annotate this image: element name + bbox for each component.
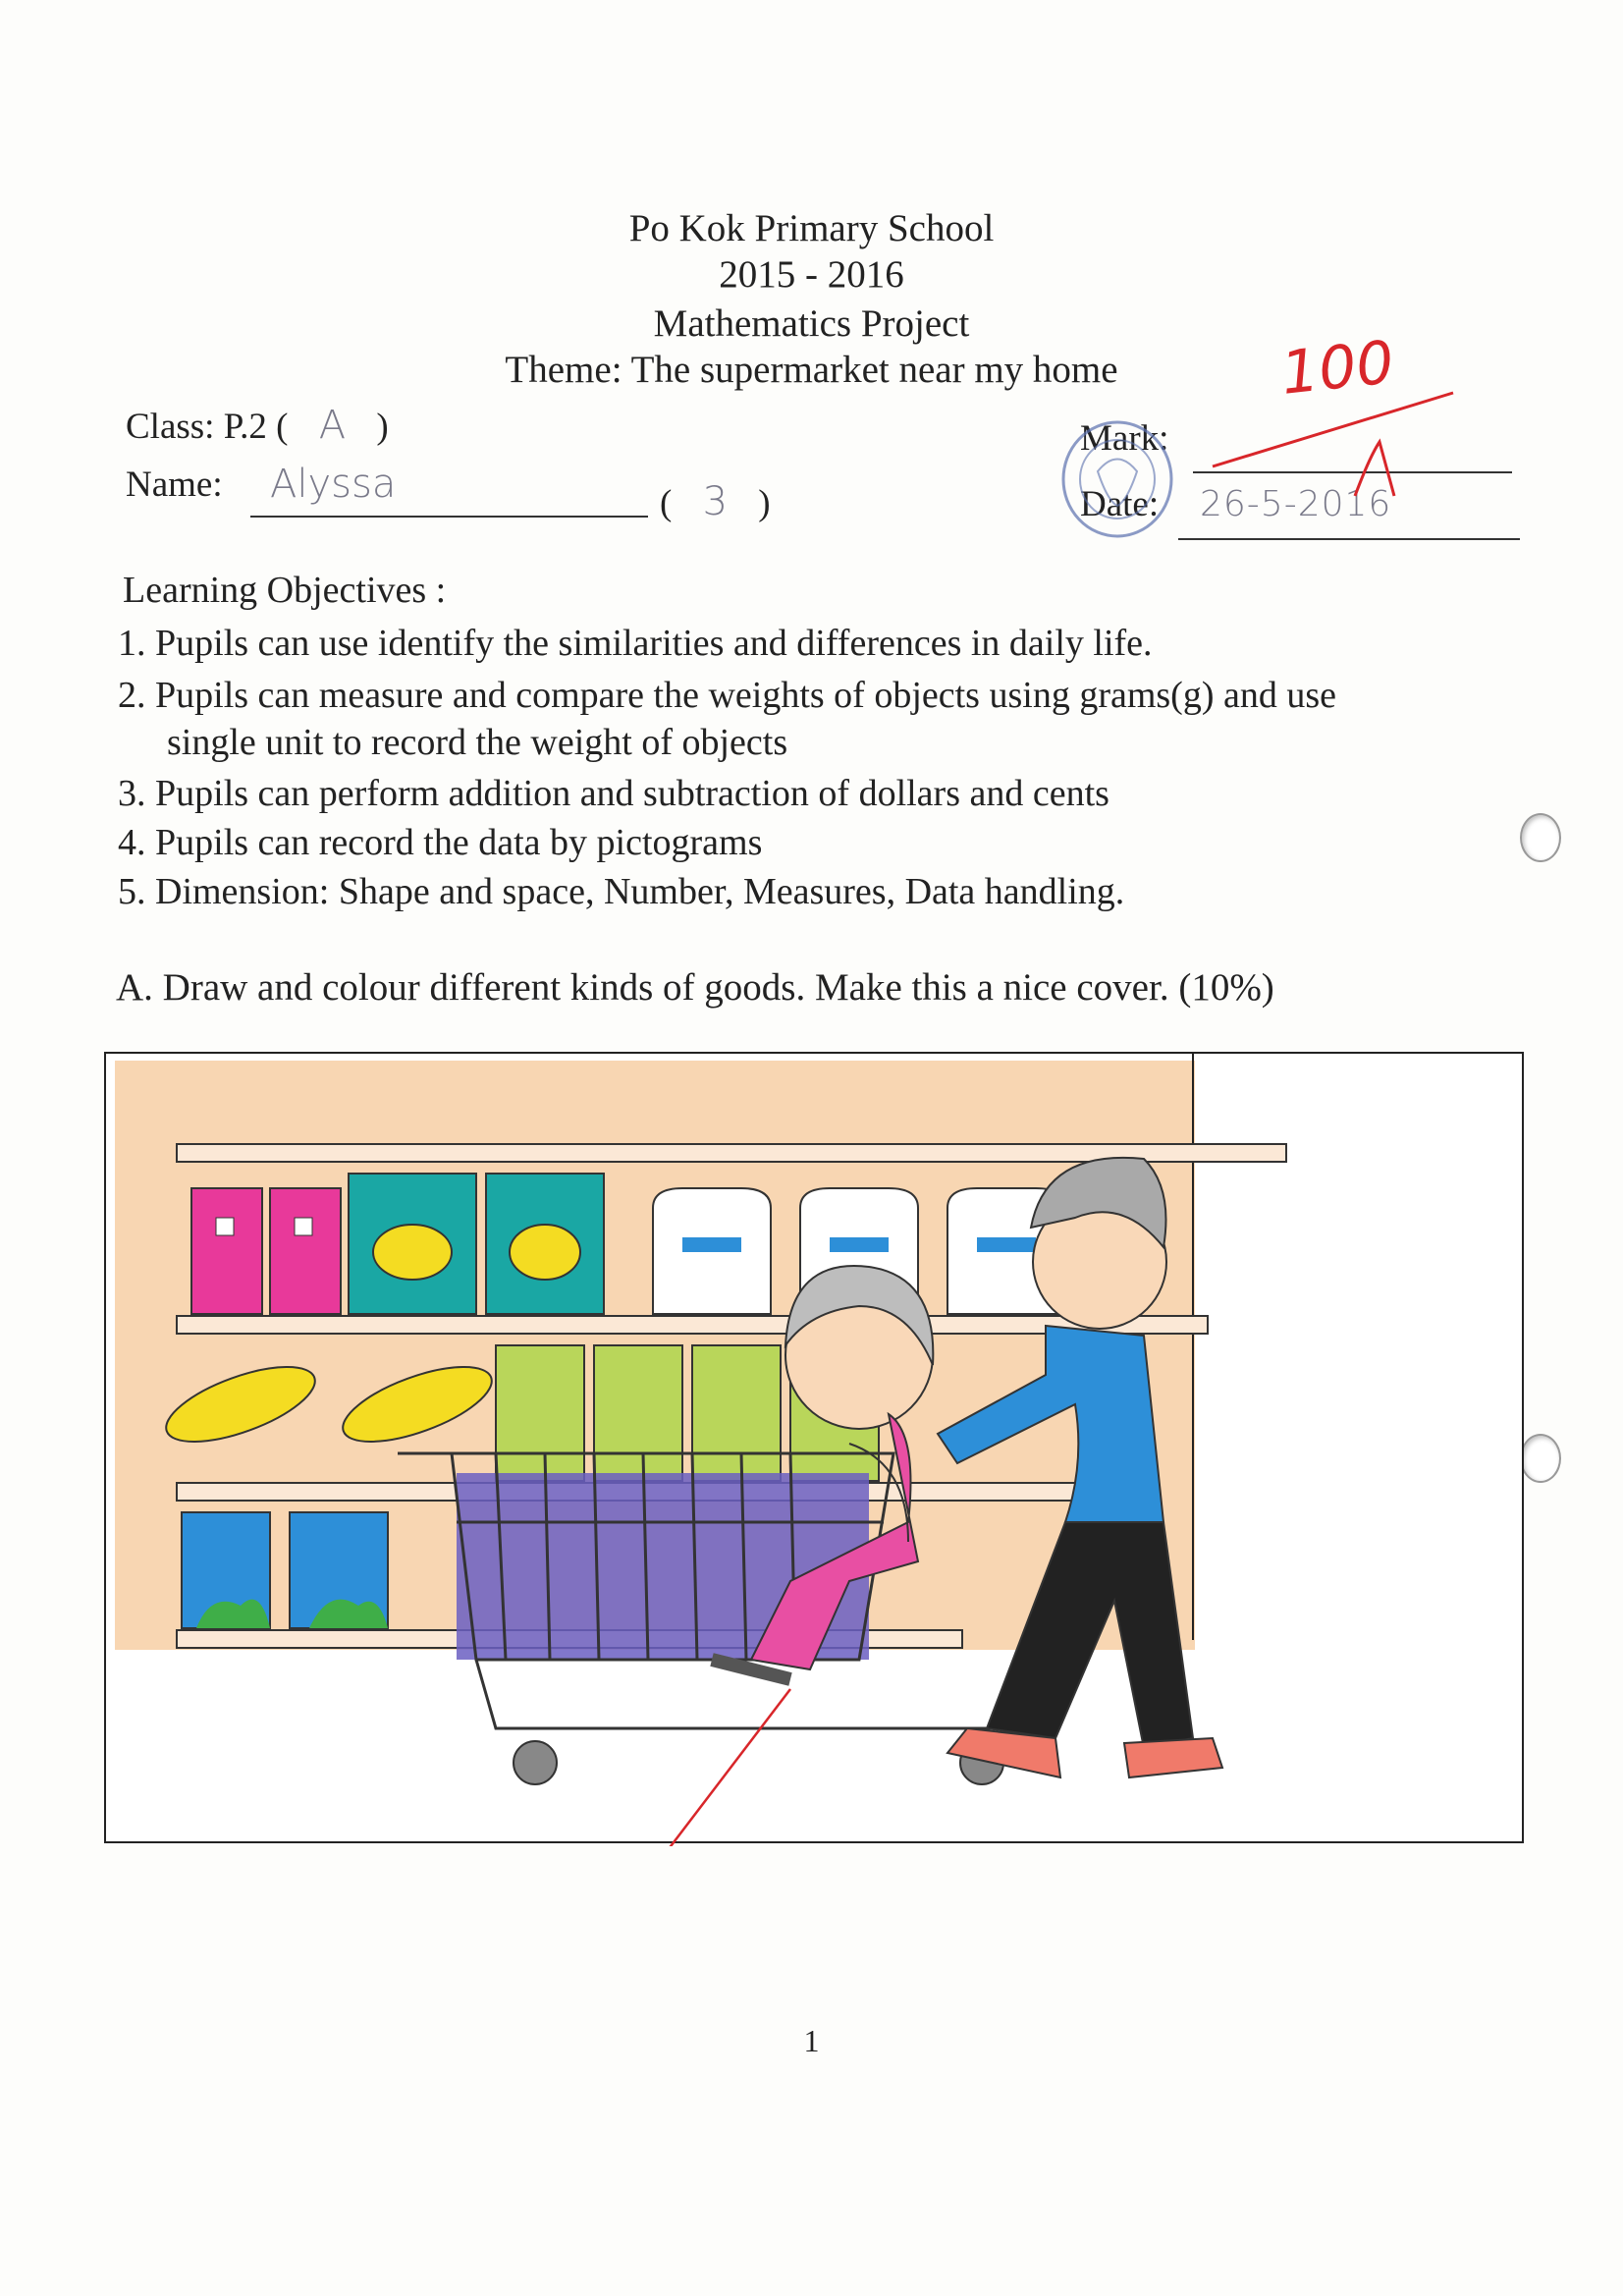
name-value: Alyssa xyxy=(270,462,397,507)
school-name: Po Kok Primary School xyxy=(628,207,995,249)
cover-drawing xyxy=(103,1051,1527,1846)
class-close: ) xyxy=(376,407,389,447)
teacher-tick-mark xyxy=(1208,378,1463,506)
objective-3: 3. Pupils can perform addition and subtraction of dollars and cents xyxy=(118,773,1109,814)
date-value: 26-5-2016 xyxy=(1200,484,1392,524)
number-field xyxy=(660,479,771,524)
objective-2: 2. Pupils can measure and compare the weights of objects using grams(g) and use xyxy=(118,675,1337,716)
date-line xyxy=(1178,538,1520,540)
school-year: 2015 - 2016 xyxy=(719,253,904,296)
mark-label: Mark: xyxy=(1080,418,1169,459)
objective-2-cont: single unit to record the weight of objects xyxy=(167,722,788,763)
number-open: ( xyxy=(660,483,673,523)
objective-4: 4. Pupils can record the data by pictograms xyxy=(118,822,763,863)
number-close: ) xyxy=(758,483,771,523)
name-label: Name: xyxy=(126,465,223,505)
number-value: 3 xyxy=(702,479,729,524)
objective-5: 5. Dimension: Shape and space, Number, Measures, Data handling. xyxy=(118,871,1125,912)
class-field xyxy=(126,403,389,448)
objective-1: 1. Pupils can use identify the similarities and differences in daily life. xyxy=(118,623,1153,664)
teacher-score: 100 xyxy=(1277,328,1397,409)
project-title: Mathematics Project xyxy=(653,302,970,345)
school-stamp xyxy=(1049,412,1186,545)
class-label: Class: P.2 ( xyxy=(126,407,289,447)
punch-hole-top xyxy=(1520,813,1561,862)
project-theme: Theme: The supermarket near my home xyxy=(505,349,1118,391)
objectives-heading: Learning Objectives : xyxy=(123,570,447,611)
name-line xyxy=(250,516,648,518)
class-value: A xyxy=(318,403,347,448)
task-instruction: A. Draw and colour different kinds of goods. Make this a nice cover. (10%) xyxy=(116,966,1274,1009)
page-number: 1 xyxy=(803,2023,820,2058)
date-label: Date: xyxy=(1080,484,1160,524)
